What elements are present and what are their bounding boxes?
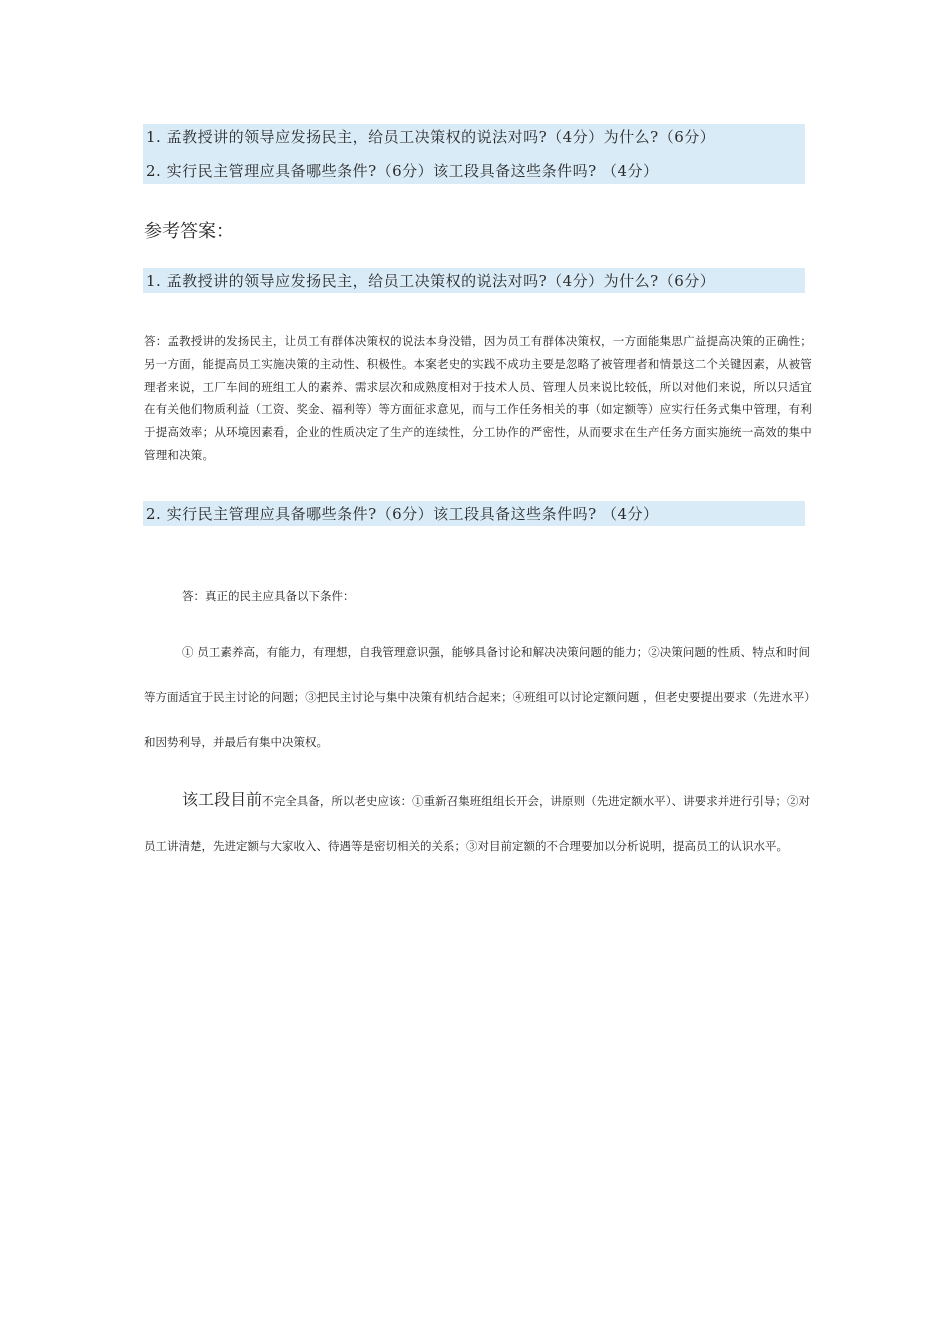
question-1-heading: 1. 孟教授讲的领导应发扬民主，给员工决策权的说法对吗?（4分）为什么?（6分） bbox=[146, 272, 716, 290]
answer-2-status-text: 不完全具备，所以老史应该：①重新召集班组组长开会，讲原则（先进定额水平）、讲要求并进行引导；②对员工讲清楚，先进定额与大家收入、待遇等是密切相关的关系；③对目前定额的不合理要加以分析说明，提高员工的认识水平。 bbox=[144, 794, 810, 853]
answer-2-intro: 答：真正的民主应具备以下条件： bbox=[182, 589, 355, 603]
answer-2-status-paragraph bbox=[144, 777, 810, 869]
answer-2-conditions: ① 员工素养高，有能力，有理想，自我管理意识强，能够具备讨论和解决决策问题的能力；②决策问题的性质、特点和时间等方面适宜于民主讨论的问题；③把民主讨论与集中决策有机结合起来；④班组可以讨论定额问题 ，但老史要提出要求（先进水平）和因势利导，并最后有集中决策权。 bbox=[144, 645, 810, 749]
top-question-1: 1. 孟教授讲的领导应发扬民主，给员工决策权的说法对吗?（4分）为什么?（6分） bbox=[146, 128, 716, 146]
top-question-2: 2. 实行民主管理应具备哪些条件?（6分）该工段具备这些条件吗? （4分） bbox=[146, 162, 659, 180]
answer-1-text: 答：孟教授讲的发扬民主，让员工有群体决策权的说法本身没错，因为员工有群体决策权，一方面能集思广益提高决策的正确性；另一方面，能提高员工实施决策的主动性、积极性。本案老史的实践不成功主要是忽略了被管理者和情景这二个关键因素，从被管理者来说，工厂车间的班组工人的素养、需求层次和成熟度相对于技术人员、管理人员来说比较低，所以对他们来说，所以只适宜在有关他们物质利益（工资、奖金、福利等）等方面征求意见，而与工作任务相关的事（如定额等）应实行任务式集中管理，有利于提高效率；从环境因素看，企业的性质决定了生产的连续性，分工协作的严密性，从而要求在生产任务方面实施统一高效的集中管理和决策。 bbox=[144, 334, 812, 462]
question-2-heading: 2. 实行民主管理应具备哪些条件?（6分）该工段具备这些条件吗? （4分） bbox=[146, 505, 659, 523]
reference-answer-heading: 参考答案： bbox=[144, 221, 234, 242]
answer-2-status-lead: 该工段目前 bbox=[182, 790, 263, 809]
